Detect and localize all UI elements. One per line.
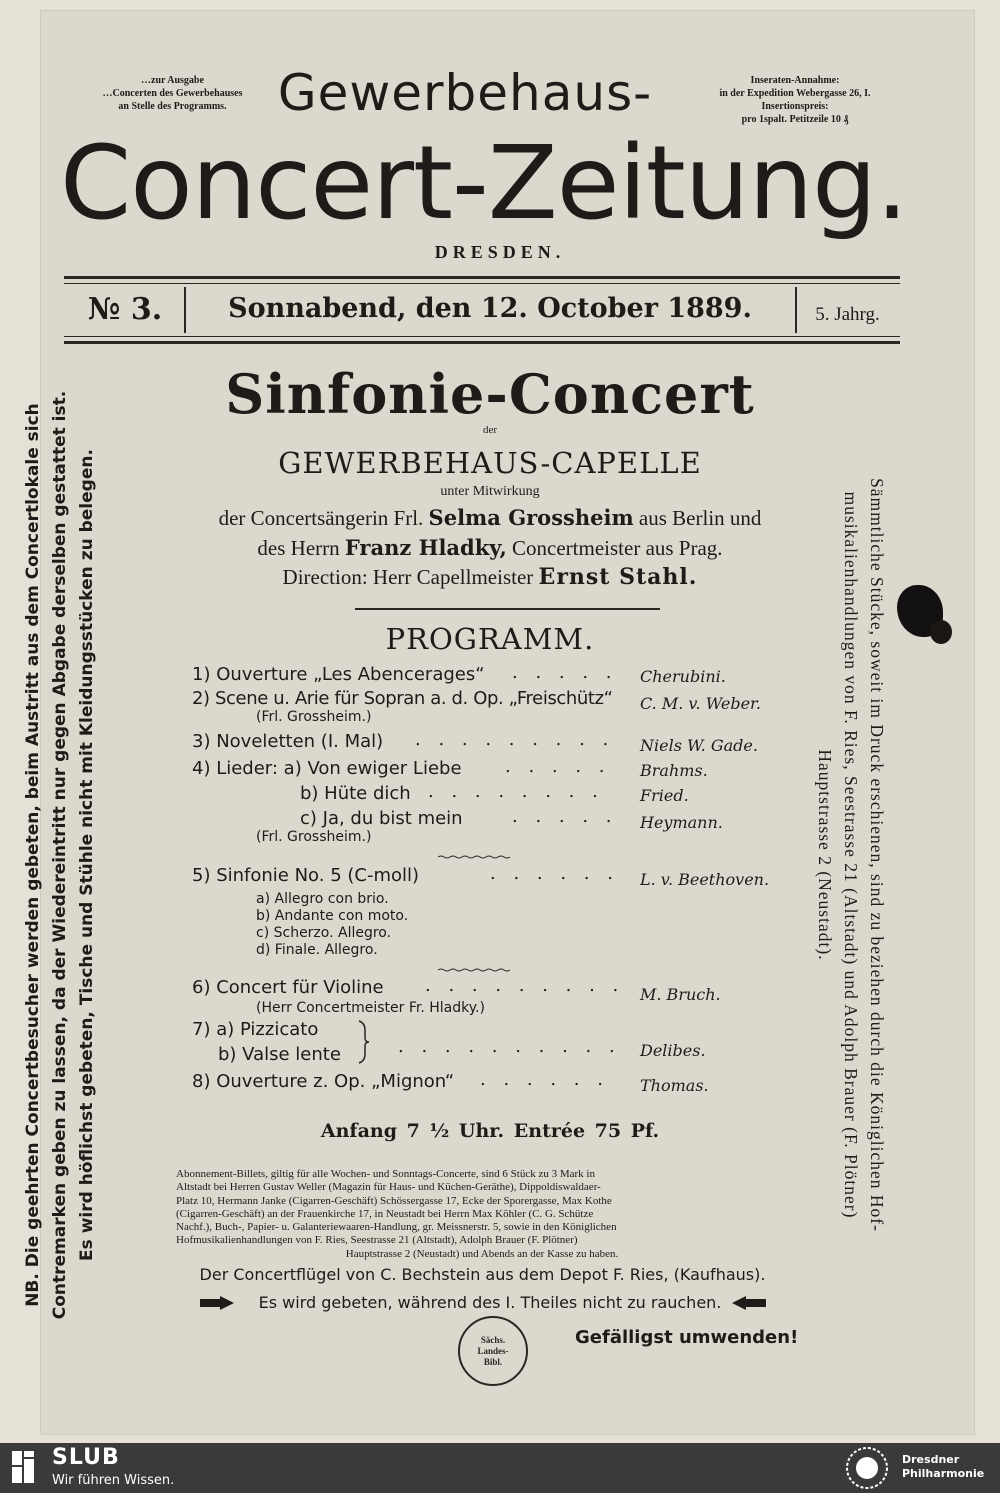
performer-text: Concertmeister aus Prag. (512, 536, 723, 560)
program-item-dots: . . . . . (512, 662, 618, 683)
pointing-hand-left-icon (732, 1296, 766, 1310)
program-item-note: (Frl. Grossheim.) (256, 829, 372, 845)
right-note-line: Inseraten-Annahme: (750, 75, 840, 86)
abonnement-line: Abonnement-Billets, giltig für alle Wochen- und Sonntags-Concerte, sind 6 Stück zu 3 Mark in (176, 1168, 595, 1180)
slub-tagline: Wir führen Wissen. (52, 1473, 175, 1488)
program-item-dots: . . . . . . . . . (415, 729, 615, 750)
left-note-line: …zur Ausgabe (141, 75, 204, 86)
concert-title: Sinfonie-Concert (225, 362, 755, 426)
program-item-dots: . . . . . . (490, 863, 619, 884)
issue-bar-divider (184, 287, 186, 333)
brace-icon (357, 1020, 371, 1064)
performer-name: Ernst Stahl. (538, 564, 698, 590)
issue-bar-top-rule-thin (64, 283, 900, 284)
performer-text: aus Berlin und (638, 506, 762, 530)
abonnement-line: Nachf.), Buch-, Papier- u. Galanteriewaaren-Handlung, gr. Meissnerstr. 5, sowie in den Königlichen (176, 1221, 617, 1234)
footer-bar (0, 1443, 1000, 1493)
issue-bar-divider (795, 287, 797, 333)
right-note-line: in der Expedition Webergasse 26, I. (719, 88, 871, 99)
program-item-composer: Cherubini. (640, 667, 726, 686)
program-item-composer: Heymann. (640, 813, 723, 832)
program-item-dots: . . . . . . . . . (425, 975, 625, 996)
program-item-label: 2) Scene u. Arie für Sopran a. d. Op. „Freischütz“ (192, 688, 613, 709)
masthead-top: Gewerbehaus- (277, 64, 653, 122)
program-item-label: b) Valse lente (218, 1044, 341, 1065)
left-note-line: an Stelle des Programms. (118, 101, 227, 112)
movement: b) Andante con moto. (256, 908, 409, 924)
abonnement-notice (176, 1168, 788, 1261)
program-item-composer: M. Bruch. (640, 985, 721, 1004)
program-item-dots: . . . . . . . . . . (398, 1036, 621, 1057)
program-item-dots: . . . . . . . . (428, 781, 604, 802)
side-right-line: Sämmtliche Stücke, soweit im Druck erschienen, sind zu beziehen durch die Königlichen Hof- (867, 478, 887, 1232)
header-right-note (700, 74, 890, 126)
philharmonie-logo-icon (842, 1445, 892, 1491)
performer-name: Franz Hladky, (344, 535, 507, 560)
movement: d) Finale. Allegro. (256, 942, 378, 958)
ornament-squiggle (438, 855, 510, 859)
performer-text: des Herrn (257, 536, 340, 560)
concert-der: der (482, 424, 498, 436)
program-item-dots: . . . . . (505, 756, 611, 777)
program-item-label: c) Ja, du bist mein (300, 808, 463, 829)
library-stamp (458, 1316, 528, 1386)
performer-name: Selma Grossheim (428, 505, 634, 530)
turn-over-note: Gefälligst umwenden! (575, 1327, 799, 1348)
movement: c) Scherzo. Allegro. (256, 925, 392, 941)
slub-name: SLUB (52, 1445, 120, 1470)
philharmonie-name (902, 1453, 984, 1481)
issue-bar-top-rule (64, 276, 900, 279)
program-item-label: 7) a) Pizzicato (192, 1019, 319, 1040)
issue-number: № 3. (87, 292, 163, 327)
abonnement-line: Hauptstrasse 2 (Neustadt) und Abends an der Kasse zu haben. (345, 1247, 619, 1260)
movement: a) Allegro con brio. (256, 891, 389, 907)
side-note-left (20, 390, 101, 1320)
program-item-note: (Frl. Grossheim.) (256, 709, 372, 725)
right-note-line: Insertionspreis: (761, 101, 829, 112)
performer-line-violinist (170, 535, 810, 561)
abonnement-line: Altstadt bei Herren Gustav Weller (Magazin für Haus- und Küchen-Geräthe), Dippoldiswaldaer- (176, 1181, 601, 1194)
abonnement-line: Hofmusikalienhandlungen von F. Ries, Seestrasse 21 (Altstadt), Adolph Brauer (F. Plötner) (176, 1234, 578, 1247)
ink-blot (930, 620, 952, 644)
issue-date: Sonnabend, den 12. October 1889. (228, 293, 752, 324)
performer-line-conductor (170, 564, 810, 590)
program-item-composer: C. M. v. Weber. (640, 694, 762, 713)
program-item-dots: . . . . . . (480, 1069, 609, 1090)
issue-bar-bottom-rule (64, 336, 900, 337)
philharmonie-line: Dresdner (902, 1453, 960, 1466)
program-item-label: 3) Noveletten (I. Mal) (192, 731, 384, 752)
ornament-squiggle (438, 968, 510, 972)
performer-line-singer (170, 505, 810, 531)
masthead-title: Concert-Zeitung. (60, 124, 908, 243)
issue-year: 5. Jahrg. (815, 304, 880, 325)
piano-notice: Der Concertflügel von C. Bechstein aus dem Depot F. Ries, (Kaufhaus). (199, 1265, 766, 1284)
side-right-line: Hauptstrasse 2 (Neustadt). (815, 749, 835, 961)
side-left-line: Es wird höflichst gebeten, Tische und Stühle nicht mit Kleidungsstücken zu belegen. (77, 449, 97, 1261)
program-item-composer: Delibes. (640, 1041, 706, 1060)
concert-mitwirkung: unter Mitwirkung (440, 484, 540, 499)
program-item-label: 4) Lieder: a) Von ewiger Liebe (192, 758, 462, 779)
program-item-composer: Fried. (640, 786, 689, 805)
side-note-right (812, 390, 890, 1320)
program-item-composer: Thomas. (640, 1076, 709, 1095)
program-item-composer: L. v. Beethoven. (640, 870, 770, 889)
performer-text: der Concertsängerin Frl. (218, 506, 424, 530)
section-divider (355, 608, 660, 610)
start-and-price: Anfang 7 ½ Uhr. Entrée 75 Pf. (320, 1120, 660, 1142)
program-item-composer: Niels W. Gade. (640, 736, 758, 755)
program-item-label: 6) Concert für Violine (192, 977, 384, 998)
program-item-label: 5) Sinfonie No. 5 (C-moll) (192, 865, 420, 886)
masthead-city: DRESDEN. (434, 242, 566, 262)
concert-ensemble: GEWERBEHAUS-CAPELLE (278, 446, 702, 480)
abonnement-line: (Cigarren-Geschäft) an der Frauenkirche 17, in Neustadt bei Herrn Max Köhler (C. G. Schütze (176, 1207, 594, 1220)
left-note-line: …Concerten des Gewerbehauses (102, 88, 243, 99)
program-item-label: 8) Ouverture z. Op. „Mignon“ (192, 1071, 455, 1092)
program-item-label: 1) Ouverture „Les Abencerages“ (192, 664, 485, 685)
performer-text: Direction: Herr Capellmeister (282, 565, 534, 589)
slub-logo-icon (10, 1447, 42, 1487)
program-item-label: b) Hüte dich (300, 783, 411, 804)
side-left-line: NB. Die geehrten Concertbesucher werden gebeten, beim Austritt aus dem Concertlokale sich (23, 403, 43, 1307)
right-note-line: pro 1spalt. Petitzeile 10 ₰ (741, 114, 849, 125)
smoking-notice: Es wird gebeten, während des I. Theiles nicht zu rauchen. (258, 1293, 722, 1312)
issue-bar-bottom-rule-thick (64, 341, 900, 344)
program-item-note: (Herr Concertmeister Fr. Hladky.) (256, 1000, 485, 1016)
program-item-composer: Brahms. (640, 761, 708, 780)
program-title: PROGRAMM. (385, 622, 595, 656)
program-item-dots: . . . . . (512, 806, 618, 827)
stamp-text: Sächs. Landes- Bibl. (477, 1334, 509, 1367)
abonnement-line: Platz 10, Hermann Janke (Cigarren-Geschäft) Schössergasse 17, Ecke der Sporergasse, Max Kothe (176, 1194, 612, 1207)
side-left-line: Contremarken geben zu lassen, da der Wiedereintritt nur gegen Abgabe derselben gestattet ist. (50, 390, 70, 1320)
side-right-line: musikalienhandlungen von F. Ries, Seestrasse 21 (Altstadt) und Adolph Brauer (F. Plötner) (841, 491, 861, 1219)
philharmonie-line: Philharmonie (902, 1467, 985, 1480)
